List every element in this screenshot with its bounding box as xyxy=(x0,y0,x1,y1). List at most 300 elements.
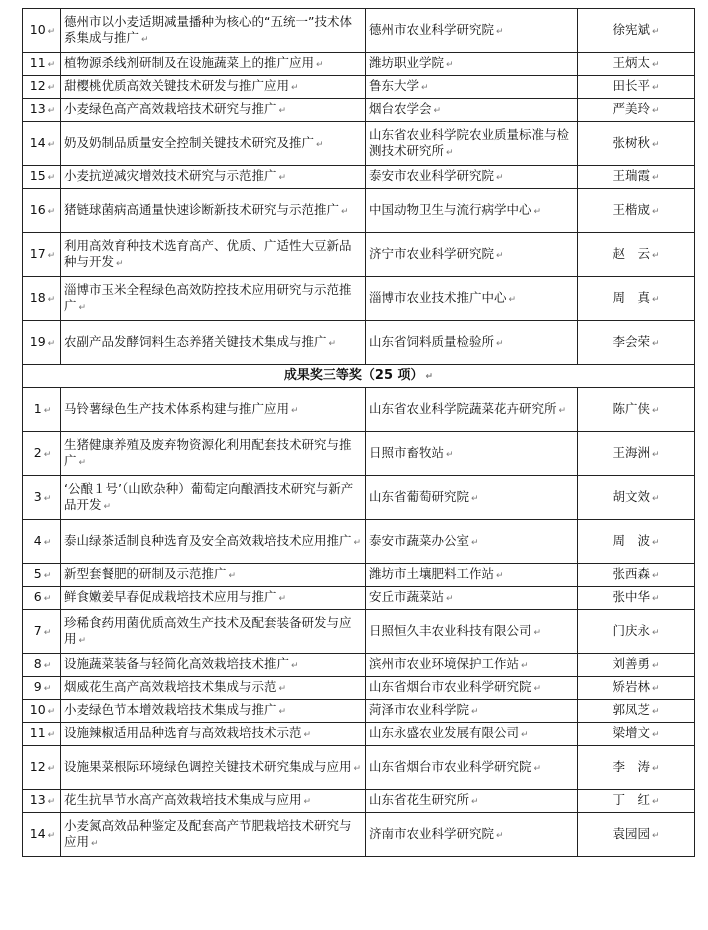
row-number-text: 4 xyxy=(33,532,42,548)
person-name-text: 王瑞霞 xyxy=(612,168,650,183)
return-mark: ↵ xyxy=(43,684,52,694)
table-row xyxy=(23,388,695,432)
row-number-cell xyxy=(23,53,61,76)
table-row xyxy=(23,476,695,520)
person-name-text: 袁园园 xyxy=(612,825,650,841)
person-name-text: 王炳太 xyxy=(612,55,650,70)
project-name-text: ‘公酿１号’（山欧杂种）葡萄定向酿酒技术研究与新产品开发 xyxy=(64,480,354,512)
project-name-text: 小麦绿色高产高效栽培技术研究与推广 xyxy=(64,101,277,116)
row-number-cell xyxy=(23,277,61,321)
person-name-cell xyxy=(578,99,695,122)
return-mark: ↵ xyxy=(47,338,56,349)
return-mark: ↵ xyxy=(533,684,542,694)
return-mark: ↵ xyxy=(651,83,660,93)
project-name-text: 设施辣椒适用品种选育与高效栽培技术示范 xyxy=(64,725,302,740)
table-row xyxy=(23,166,695,189)
organization-text: 济南市农业科学研究院 xyxy=(369,825,495,841)
organization-text: 山东省烟台市农业科学研究院 xyxy=(369,758,532,774)
return-mark: ↵ xyxy=(141,34,149,45)
organization-cell xyxy=(366,746,578,790)
person-name-cell xyxy=(578,233,695,277)
person-name-cell xyxy=(578,723,695,746)
return-mark: ↵ xyxy=(47,60,56,70)
return-mark: ↵ xyxy=(341,206,349,217)
project-name-cell xyxy=(61,76,366,99)
organization-cell xyxy=(366,9,578,53)
organization-text: 山东省葡萄研究院 xyxy=(369,488,470,504)
return-mark: ↵ xyxy=(651,26,660,37)
project-name-cell xyxy=(61,166,366,189)
person-name-text: 赵 云 xyxy=(612,245,650,261)
organization-text: 山东省农业科学院蔬菜花卉研究所 xyxy=(369,400,557,416)
return-mark: ↵ xyxy=(521,661,529,671)
organization-text: 泰安市农业科学研究院 xyxy=(369,168,495,183)
return-mark: ↵ xyxy=(278,684,287,694)
award-list-sheet xyxy=(22,8,694,857)
section-row xyxy=(23,365,695,388)
person-name-cell xyxy=(578,790,695,813)
return-mark: ↵ xyxy=(91,838,99,849)
person-name-text: 郭凤芝 xyxy=(612,702,650,717)
return-mark: ↵ xyxy=(496,250,504,261)
person-name-cell xyxy=(578,813,695,857)
table-row xyxy=(23,813,695,857)
project-name-text: 德州市以小麦适期减量播种为核心的“五统一”技术体系集成与推广 xyxy=(64,13,352,45)
organization-text: 潍坊职业学院 xyxy=(369,55,445,70)
person-name-text: 李 涛 xyxy=(612,758,650,774)
table-row xyxy=(23,277,695,321)
return-mark: ↵ xyxy=(278,707,287,717)
row-number-cell xyxy=(23,564,61,587)
row-number-cell xyxy=(23,122,61,166)
project-name-cell xyxy=(61,520,366,564)
section-heading xyxy=(23,365,695,388)
row-number-text: 12 xyxy=(29,78,46,93)
table-row xyxy=(23,610,695,654)
organization-text: 德州市农业科学研究院 xyxy=(369,21,495,37)
return-mark: ↵ xyxy=(303,797,312,807)
organization-cell xyxy=(366,610,578,654)
return-mark: ↵ xyxy=(291,405,299,416)
return-mark: ↵ xyxy=(651,537,660,548)
row-number-text: 12 xyxy=(29,758,46,774)
organization-cell xyxy=(366,790,578,813)
organization-cell xyxy=(366,677,578,700)
return-mark: ↵ xyxy=(278,173,287,183)
return-mark: ↵ xyxy=(303,730,312,740)
return-mark: ↵ xyxy=(651,684,660,694)
return-mark: ↵ xyxy=(533,627,542,638)
organization-text: 日照市畜牧站 xyxy=(369,444,445,460)
person-name-text: 徐宪斌 xyxy=(612,21,650,37)
project-name-cell xyxy=(61,813,366,857)
return-mark: ↵ xyxy=(651,627,660,638)
organization-text: 济宁市农业科学研究院 xyxy=(369,245,495,261)
project-name-cell xyxy=(61,654,366,677)
person-name-cell xyxy=(578,476,695,520)
row-number-cell xyxy=(23,813,61,857)
table-row xyxy=(23,122,695,166)
row-number-text: 16 xyxy=(29,201,46,217)
return-mark: ↵ xyxy=(291,661,299,671)
return-mark: ↵ xyxy=(508,294,517,305)
person-name-text: 刘善勇 xyxy=(612,656,650,671)
organization-cell xyxy=(366,321,578,365)
row-number-cell xyxy=(23,677,61,700)
row-number-cell xyxy=(23,99,61,122)
return-mark: ↵ xyxy=(47,26,56,37)
row-number-cell xyxy=(23,76,61,99)
section-title: 成果奖三等奖（25 项） xyxy=(283,367,424,383)
person-name-text: 张中华 xyxy=(612,589,650,604)
organization-cell xyxy=(366,476,578,520)
project-name-cell xyxy=(61,564,366,587)
table-row xyxy=(23,99,695,122)
organization-text: 菏泽市农业科学院 xyxy=(369,702,470,717)
table-row xyxy=(23,233,695,277)
person-name-cell xyxy=(578,432,695,476)
project-name-text: 猪链球菌病高通量快速诊断新技术研究与示范推广 xyxy=(64,201,340,217)
return-mark: ↵ xyxy=(651,139,660,150)
return-mark: ↵ xyxy=(496,571,504,581)
project-name-text: 甜樱桃优质高效关键技术研发与推广应用 xyxy=(64,78,290,93)
organization-text: 滨州市农业环境保护工作站 xyxy=(369,656,520,671)
project-name-text: 鲜食嫩姜早春促成栽培技术应用与推广 xyxy=(64,589,277,604)
row-number-text: 3 xyxy=(33,488,42,504)
person-name-text: 李会荣 xyxy=(612,333,650,349)
return-mark: ↵ xyxy=(43,661,52,671)
organization-text: 日照恒久丰农业科技有限公司 xyxy=(369,622,532,638)
person-name-cell xyxy=(578,388,695,432)
row-number-cell xyxy=(23,432,61,476)
return-mark: ↵ xyxy=(496,830,504,841)
organization-cell xyxy=(366,53,578,76)
project-name-text: 利用高效育种技术选育高产、优质、广适性大豆新品种与开发 xyxy=(64,237,352,269)
return-mark: ↵ xyxy=(651,60,660,70)
table-row xyxy=(23,432,695,476)
project-name-cell xyxy=(61,610,366,654)
return-mark: ↵ xyxy=(43,594,52,604)
organization-cell xyxy=(366,388,578,432)
return-mark: ↵ xyxy=(425,371,434,382)
project-name-cell xyxy=(61,99,366,122)
person-name-cell xyxy=(578,122,695,166)
organization-cell xyxy=(366,520,578,564)
row-number-text: 1 xyxy=(33,400,42,416)
return-mark: ↵ xyxy=(353,537,362,548)
return-mark: ↵ xyxy=(47,139,56,150)
row-number-cell xyxy=(23,520,61,564)
return-mark: ↵ xyxy=(47,830,56,841)
project-name-text: 马铃薯绿色生产技术体系构建与推广应用 xyxy=(64,400,290,416)
return-mark: ↵ xyxy=(43,449,52,460)
project-name-text: 农副产品发酵饲料生态养猪关键技术集成与推广 xyxy=(64,333,327,349)
return-mark: ↵ xyxy=(651,763,660,774)
organization-text: 烟台农学会 xyxy=(369,101,432,116)
person-name-cell xyxy=(578,189,695,233)
organization-cell xyxy=(366,654,578,677)
row-number-text: 9 xyxy=(33,679,42,694)
return-mark: ↵ xyxy=(43,405,52,416)
project-name-cell xyxy=(61,189,366,233)
row-number-cell xyxy=(23,9,61,53)
row-number-text: 6 xyxy=(33,589,42,604)
row-number-cell xyxy=(23,746,61,790)
row-number-cell xyxy=(23,321,61,365)
organization-cell xyxy=(366,564,578,587)
return-mark: ↵ xyxy=(533,763,542,774)
return-mark: ↵ xyxy=(496,173,504,183)
return-mark: ↵ xyxy=(433,106,442,116)
project-name-text: 珍稀食药用菌优质高效生产技术及配套装备研发与应用 xyxy=(64,614,352,646)
person-name-cell xyxy=(578,9,695,53)
award-table xyxy=(22,8,695,857)
person-name-text: 梁增文 xyxy=(612,725,650,740)
row-number-cell xyxy=(23,723,61,746)
project-name-text: 淄博市玉米全程绿色高效防控技术应用研究与示范推广 xyxy=(64,281,352,313)
person-name-text: 严美玲 xyxy=(612,101,650,116)
project-name-cell xyxy=(61,122,366,166)
person-name-text: 周 真 xyxy=(612,289,650,305)
return-mark: ↵ xyxy=(651,449,660,460)
return-mark: ↵ xyxy=(278,594,287,604)
organization-text: 中国动物卫生与流行病学中心 xyxy=(369,201,532,217)
return-mark: ↵ xyxy=(471,493,479,504)
project-name-cell xyxy=(61,432,366,476)
project-name-cell xyxy=(61,277,366,321)
return-mark: ↵ xyxy=(47,250,56,261)
row-number-cell xyxy=(23,476,61,520)
person-name-cell xyxy=(578,700,695,723)
organization-cell xyxy=(366,587,578,610)
row-number-text: 14 xyxy=(29,825,46,841)
row-number-cell xyxy=(23,654,61,677)
person-name-cell xyxy=(578,166,695,189)
return-mark: ↵ xyxy=(316,139,324,150)
project-name-text: 新型套餐肥的研制及示范推广 xyxy=(64,566,227,581)
return-mark: ↵ xyxy=(47,707,56,717)
project-name-text: 花生抗旱节水高产高效栽培技术集成与应用 xyxy=(64,792,302,807)
table-row xyxy=(23,564,695,587)
organization-cell xyxy=(366,122,578,166)
return-mark: ↵ xyxy=(78,635,87,646)
organization-text: 泰安市蔬菜办公室 xyxy=(369,532,470,548)
return-mark: ↵ xyxy=(651,206,660,217)
return-mark: ↵ xyxy=(47,797,56,807)
person-name-cell xyxy=(578,654,695,677)
row-number-cell xyxy=(23,233,61,277)
organization-text: 山东省花生研究所 xyxy=(369,792,470,807)
award-table-body-bottom xyxy=(23,388,695,857)
project-name-text: 小麦抗逆减灾增效技术研究与示范推广 xyxy=(64,168,277,183)
organization-text: 安丘市蔬菜站 xyxy=(369,589,445,604)
project-name-text: 小麦绿色节本增效栽培技术集成与推广 xyxy=(64,702,277,717)
project-name-cell xyxy=(61,388,366,432)
return-mark: ↵ xyxy=(47,83,56,93)
row-number-text: 15 xyxy=(29,168,46,183)
return-mark: ↵ xyxy=(47,206,56,217)
project-name-cell xyxy=(61,700,366,723)
return-mark: ↵ xyxy=(496,26,504,37)
return-mark: ↵ xyxy=(43,537,52,548)
award-table-body-top xyxy=(23,9,695,365)
return-mark: ↵ xyxy=(43,571,52,581)
row-number-text: 11 xyxy=(29,55,46,70)
person-name-text: 张西森 xyxy=(612,566,650,581)
organization-cell xyxy=(366,813,578,857)
row-number-cell xyxy=(23,790,61,813)
row-number-text: 18 xyxy=(29,289,46,305)
return-mark: ↵ xyxy=(316,60,324,70)
table-row xyxy=(23,587,695,610)
row-number-text: 14 xyxy=(29,134,46,150)
organization-cell xyxy=(366,700,578,723)
return-mark: ↵ xyxy=(103,501,112,512)
table-row xyxy=(23,76,695,99)
return-mark: ↵ xyxy=(521,730,529,740)
organization-text: 淄博市农业技术推广中心 xyxy=(369,289,507,305)
person-name-cell xyxy=(578,564,695,587)
project-name-cell xyxy=(61,9,366,53)
return-mark: ↵ xyxy=(471,707,479,717)
organization-text: 鲁东大学 xyxy=(369,78,420,93)
person-name-text: 门庆永 xyxy=(612,622,650,638)
organization-cell xyxy=(366,277,578,321)
organization-text: 山东永盛农业发展有限公司 xyxy=(369,725,520,740)
return-mark: ↵ xyxy=(651,338,660,349)
table-row xyxy=(23,520,695,564)
return-mark: ↵ xyxy=(421,83,429,93)
organization-cell xyxy=(366,166,578,189)
person-name-cell xyxy=(578,277,695,321)
return-mark: ↵ xyxy=(651,106,660,116)
organization-text: 山东省饲料质量检验所 xyxy=(369,333,495,349)
person-name-text: 矫岩林 xyxy=(612,679,650,694)
organization-cell xyxy=(366,76,578,99)
row-number-cell xyxy=(23,610,61,654)
award-table-section xyxy=(23,365,695,388)
return-mark: ↵ xyxy=(651,405,660,416)
project-name-cell xyxy=(61,476,366,520)
table-row xyxy=(23,321,695,365)
return-mark: ↵ xyxy=(47,294,56,305)
person-name-cell xyxy=(578,321,695,365)
return-mark: ↵ xyxy=(446,60,454,70)
return-mark: ↵ xyxy=(651,493,660,504)
table-row xyxy=(23,677,695,700)
table-row xyxy=(23,746,695,790)
return-mark: ↵ xyxy=(471,537,479,548)
return-mark: ↵ xyxy=(78,302,87,313)
row-number-text: 13 xyxy=(29,101,46,116)
row-number-text: 17 xyxy=(29,245,46,261)
project-name-cell xyxy=(61,790,366,813)
organization-cell xyxy=(366,432,578,476)
row-number-text: 13 xyxy=(29,792,46,807)
organization-text: 潍坊市土壤肥料工作站 xyxy=(369,566,495,581)
organization-cell xyxy=(366,189,578,233)
organization-cell xyxy=(366,233,578,277)
return-mark: ↵ xyxy=(47,730,56,740)
row-number-text: 11 xyxy=(29,725,46,740)
person-name-text: 王楷宬 xyxy=(612,201,650,217)
organization-cell xyxy=(366,99,578,122)
return-mark: ↵ xyxy=(471,797,479,807)
return-mark: ↵ xyxy=(328,338,337,349)
return-mark: ↵ xyxy=(651,707,660,717)
table-row xyxy=(23,700,695,723)
project-name-text: 小麦氮高效品种鉴定及配套高产节肥栽培技术研究与应用 xyxy=(64,817,352,849)
person-name-text: 丁 红 xyxy=(612,792,650,807)
person-name-text: 周 波 xyxy=(612,532,650,548)
return-mark: ↵ xyxy=(353,763,362,774)
return-mark: ↵ xyxy=(651,830,660,841)
row-number-cell xyxy=(23,388,61,432)
person-name-text: 张树秋 xyxy=(612,134,650,150)
row-number-cell xyxy=(23,587,61,610)
project-name-text: 设施蔬菜装备与轻简化高效栽培技术推广 xyxy=(64,656,290,671)
organization-text: 山东省烟台市农业科学研究院 xyxy=(369,679,532,694)
project-name-text: 烟威花生高产高效栽培技术集成与示范 xyxy=(64,679,277,694)
person-name-cell xyxy=(578,587,695,610)
return-mark: ↵ xyxy=(47,173,56,183)
return-mark: ↵ xyxy=(651,250,660,261)
person-name-text: 王海洲 xyxy=(612,444,650,460)
return-mark: ↵ xyxy=(43,493,52,504)
return-mark: ↵ xyxy=(446,147,454,158)
table-row xyxy=(23,53,695,76)
return-mark: ↵ xyxy=(78,457,87,468)
person-name-cell xyxy=(578,746,695,790)
project-name-cell xyxy=(61,677,366,700)
person-name-cell xyxy=(578,520,695,564)
return-mark: ↵ xyxy=(651,661,660,671)
table-row xyxy=(23,189,695,233)
row-number-cell xyxy=(23,189,61,233)
table-row xyxy=(23,723,695,746)
return-mark: ↵ xyxy=(43,627,52,638)
row-number-text: 2 xyxy=(33,444,42,460)
return-mark: ↵ xyxy=(651,594,660,604)
person-name-cell xyxy=(578,610,695,654)
row-number-text: 7 xyxy=(33,622,42,638)
project-name-text: 植物源杀线剂研制及在设施蔬菜上的推广应用 xyxy=(64,55,315,70)
table-row xyxy=(23,790,695,813)
return-mark: ↵ xyxy=(558,405,567,416)
person-name-text: 胡文效 xyxy=(612,488,650,504)
return-mark: ↵ xyxy=(291,83,299,93)
return-mark: ↵ xyxy=(446,594,454,604)
project-name-cell xyxy=(61,723,366,746)
return-mark: ↵ xyxy=(446,449,454,460)
return-mark: ↵ xyxy=(228,571,237,581)
project-name-cell xyxy=(61,233,366,277)
return-mark: ↵ xyxy=(651,571,660,581)
row-number-text: 10 xyxy=(29,702,46,717)
table-row xyxy=(23,9,695,53)
project-name-cell xyxy=(61,53,366,76)
return-mark: ↵ xyxy=(651,730,660,740)
return-mark: ↵ xyxy=(651,797,660,807)
table-row xyxy=(23,654,695,677)
row-number-text: 10 xyxy=(29,21,46,37)
person-name-text: 田长平 xyxy=(612,78,650,93)
project-name-text: 设施果菜根际环境绿色调控关键技术研究集成与应用 xyxy=(64,758,352,774)
return-mark: ↵ xyxy=(116,258,124,269)
project-name-text: 生猪健康养殖及废弃物资源化利用配套技术研究与推广 xyxy=(64,436,352,468)
row-number-text: 5 xyxy=(33,566,42,581)
project-name-text: 奶及奶制品质量安全控制关键技术研究及推广 xyxy=(64,134,315,150)
